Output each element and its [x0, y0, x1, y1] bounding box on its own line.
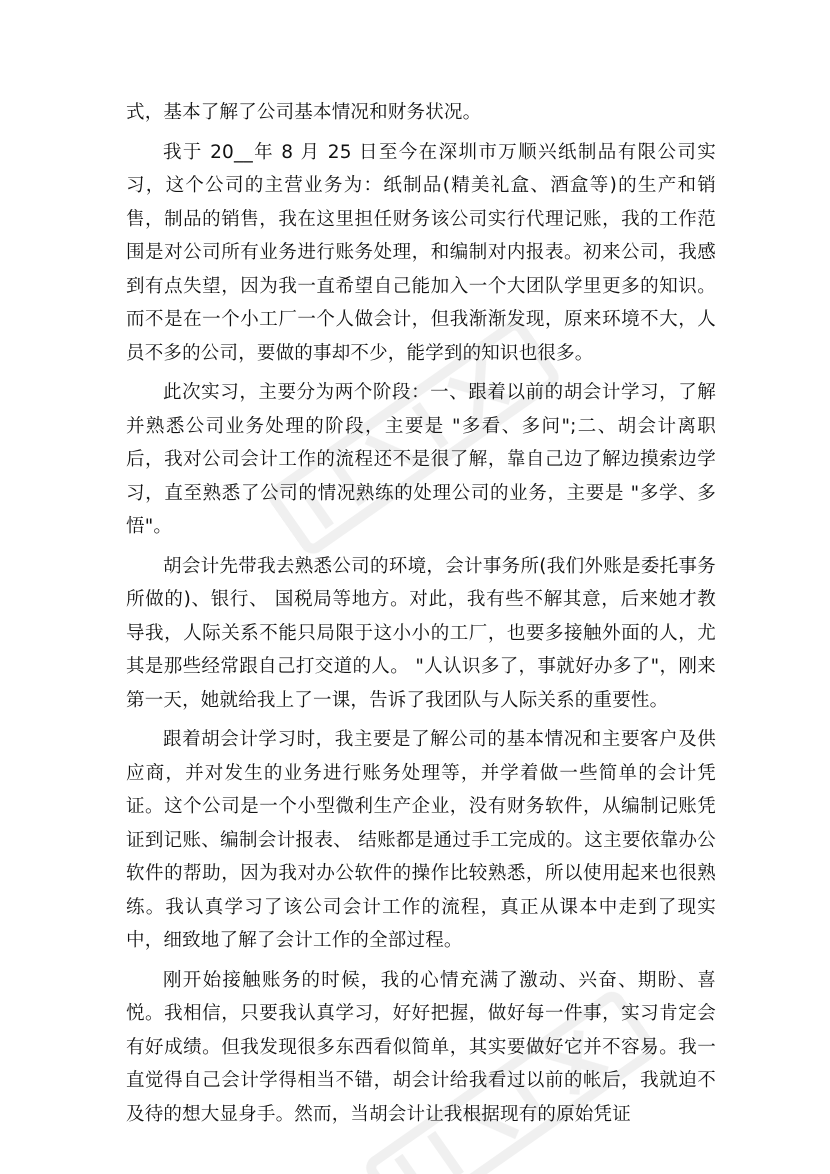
paragraph: 刚开始接触账务的时候，我的心情充满了激动、兴奋、期盼、喜悦。我相信，只要我认真学习，好好把握，做好每一件事，实习肯定会有好成绩。但我发现很多东西看似简单，其实要做好它并不容易。我一直觉得自己会计学得相当不错，胡会计给我看过以前的帐后，我就迫不及待的想大显身手。然而，当胡会计让我根据现有的原始凭证 [126, 969, 716, 1125]
paragraph: 胡会计先带我去熟悉公司的环境，会计事务所(我们外账是委托事务所做的)、银行、 国税局等地方。对此，我有些不解其意，后来她才教导我，人际关系不能只局限于这小小的工厂，也要多接触外面的人，尤其是那些经常跟自己打交道的人。 "人认识多了，事就好办多了"，刚来第一天，她就给我上了一课，告诉了我团队与人际关系的重要性。 [126, 555, 716, 711]
paragraph: 我于 20__年 8 月 25 日至今在深圳市万顺兴纸制品有限公司实习，这个公司的主营业务为：纸制品(精美礼盒、酒盒等)的生产和销售，制品的销售，我在这里担任财务该公司实行代理记账，我的工作范围是对公司所有业务进行账务处理，和编制对内报表。初来公司，我感到有点失望，因为我一直希望自己能加入一个大团队学里更多的知识。而不是在一个小工厂一个人做会计，但我渐渐发现，原来环境不大，人员不多的公司，要做的事却不少，能学到的知识也很多。 [126, 141, 716, 364]
document-body [126, 96, 716, 1137]
paragraph: 跟着胡会计学习时，我主要是了解公司的基本情况和主要客户及供应商，并对发生的业务进行账务处理等，并学着做一些简单的会计凭证。这个公司是一个小型微利生产企业，没有财务软件，从编制记账凭证到记账、编制会计报表、 结账都是通过手工完成的。这主要依靠办公软件的帮助，因为我对办公软件的操作比较熟悉，所以使用起来也很熟练。我认真学习了该公司会计工作的流程，真正从课本中走到了现实中，细致地了解了会计工作的全部过程。 [126, 729, 716, 951]
paragraph: 此次实习，主要分为两个阶段：一、跟着以前的胡会计学习，了解并熟悉公司业务处理的阶段，主要是 "多看、多问";二、胡会计离职后，我对公司会计工作的流程还不是很了解，靠自己边了解边摸索边学习，直至熟悉了公司的情况熟练的处理公司的业务，主要是 "多学、多悟"。 [126, 382, 716, 537]
paragraph: 式，基本了解了公司基本情况和财务状况。 [126, 102, 482, 123]
